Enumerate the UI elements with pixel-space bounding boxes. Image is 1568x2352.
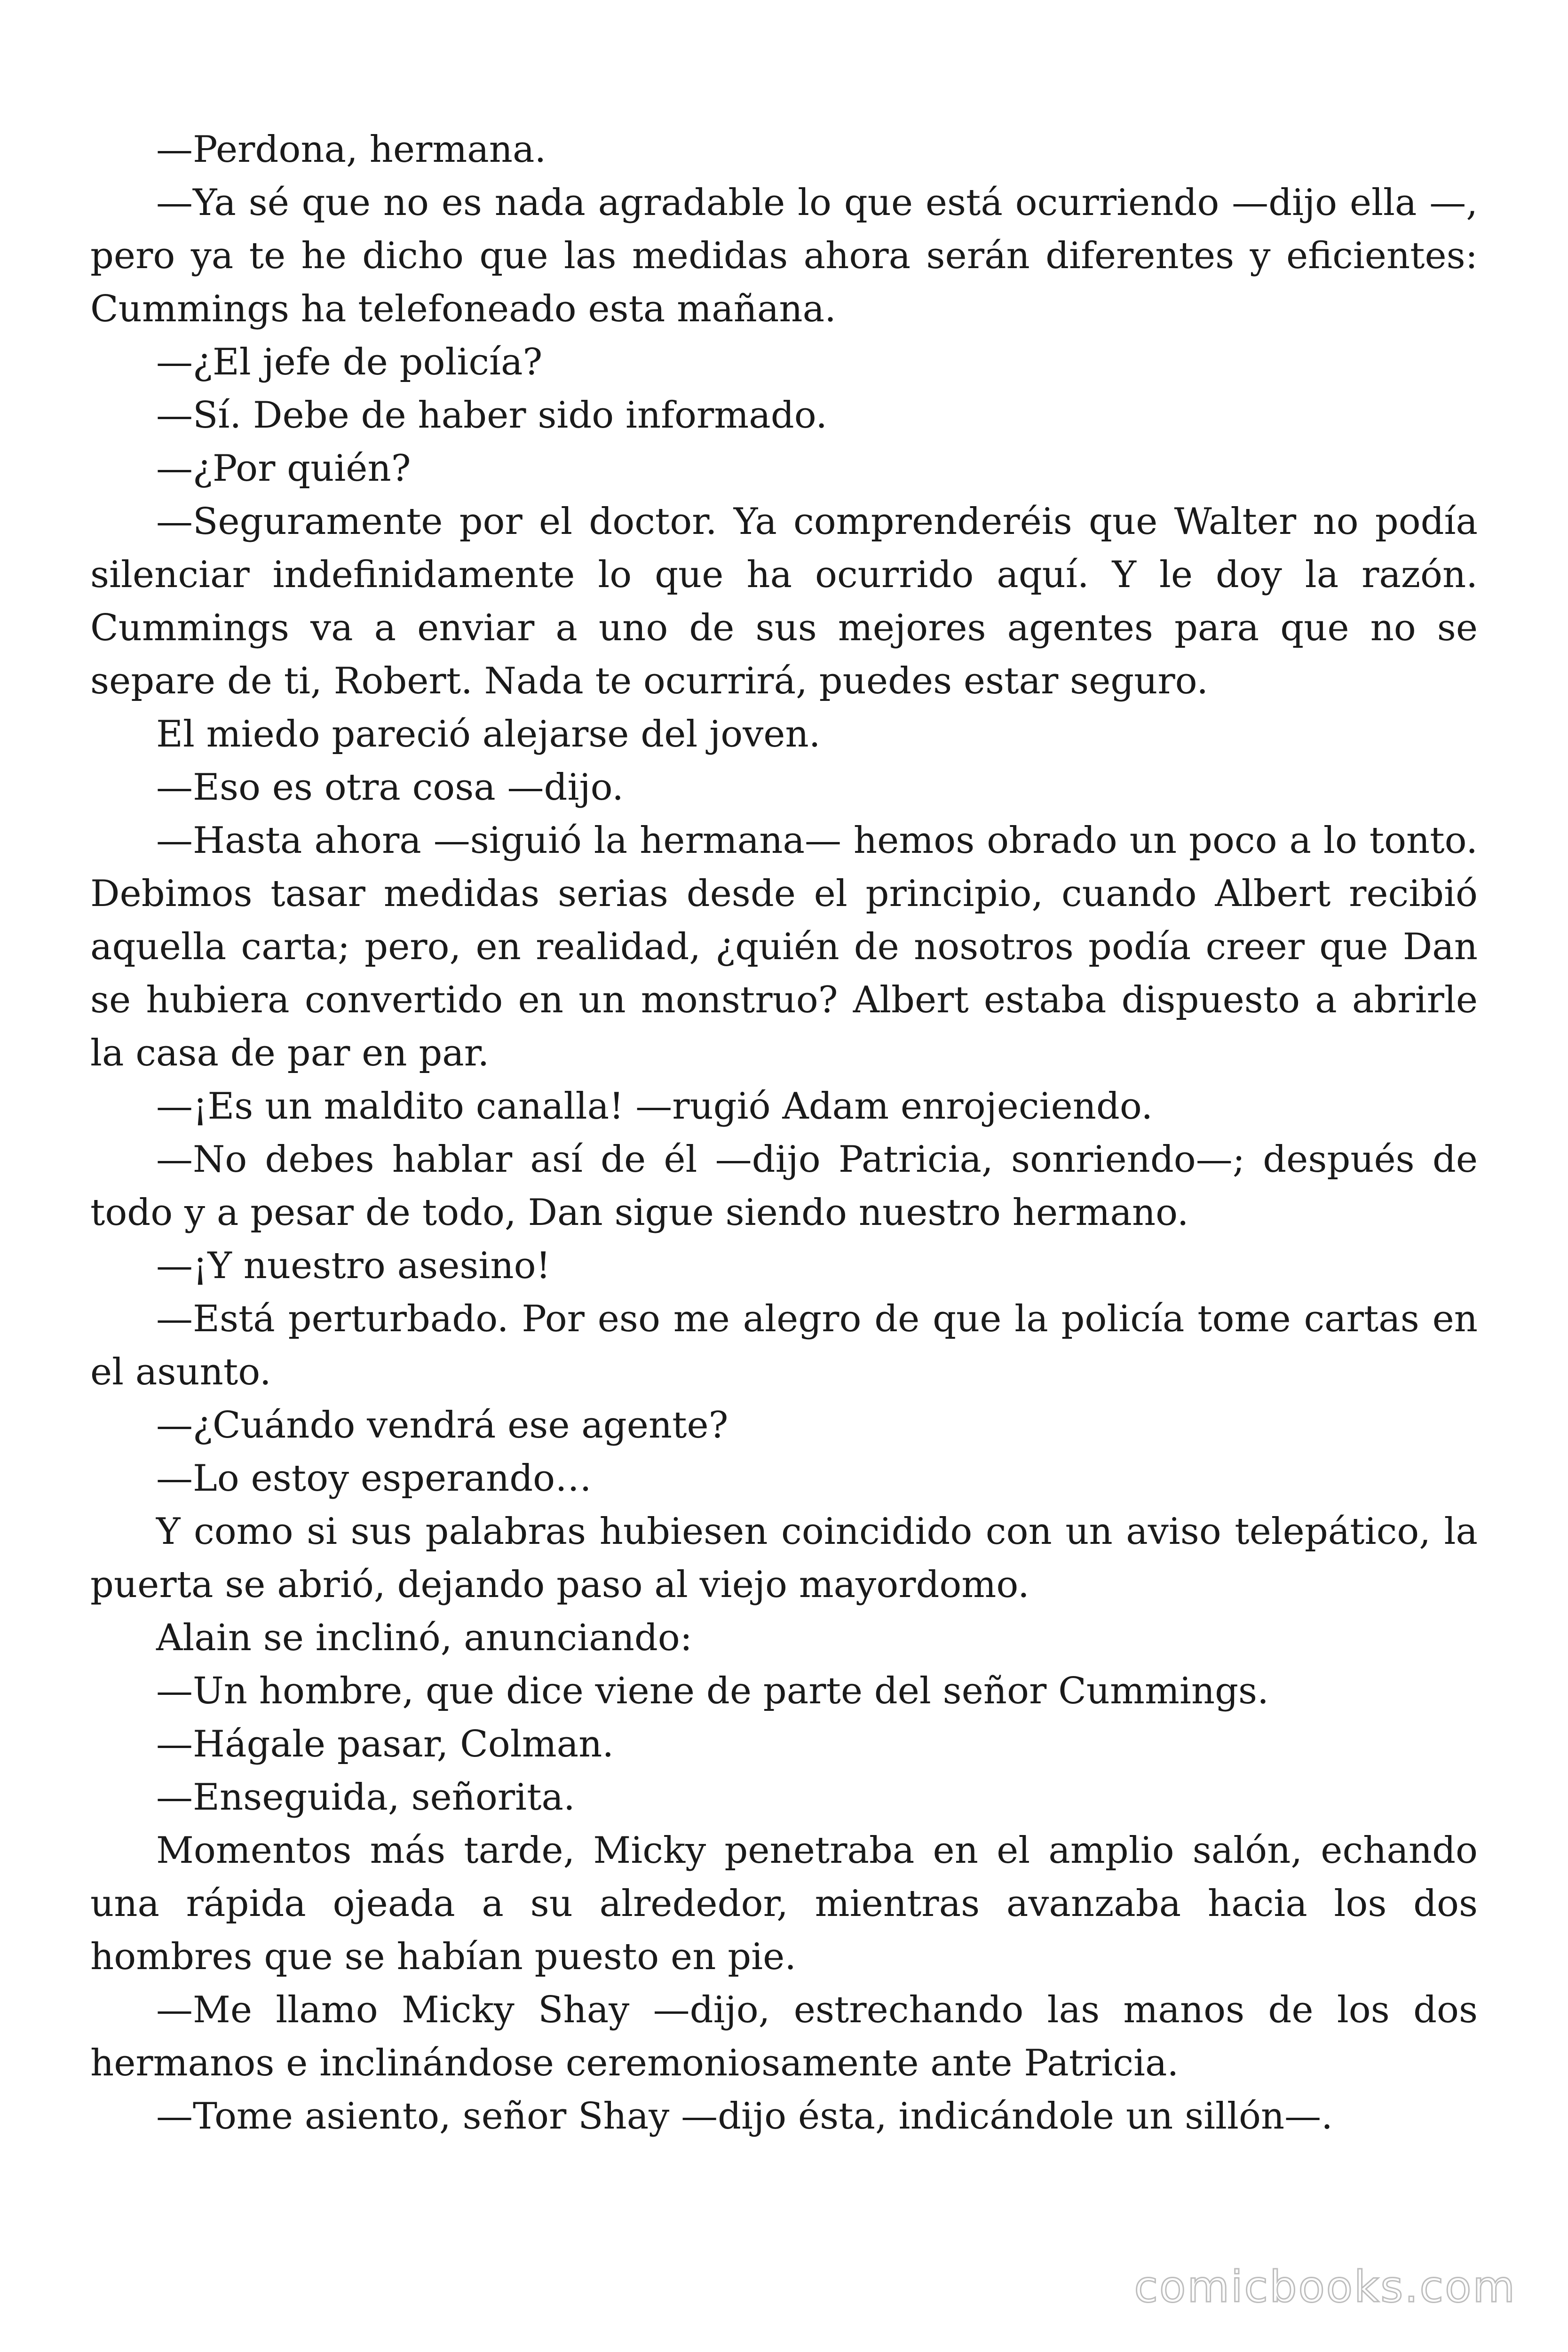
paragraph: —¿Cuándo vendrá ese agente?: [156, 1404, 729, 1446]
paragraph: —Sí. Debe de haber sido informado.: [156, 394, 828, 437]
paragraph: —Enseguida, señorita.: [156, 1776, 575, 1819]
paragraph: —Hasta ahora —siguió la hermana— hemos obrado un poco a lo tonto. Debimos tasar medidas serias desde el principio, cuando Albert recibió aquella carta; pero, en realidad, ¿quién de nosotros podía creer que Dan se hubiera convertido en un monstruo? Albert estaba dispuesto a abrirle la casa de par en par.: [90, 819, 1478, 1074]
paragraph: —Ya sé que no es nada agradable lo que está ocurriendo —dijo ella —, pero ya te he dicho que las medidas ahora serán diferentes y eficientes: Cummings ha telefoneado esta mañana.: [90, 182, 1478, 330]
paragraph: —¿El jefe de policía?: [156, 341, 543, 383]
paragraph: Momentos más tarde, Micky penetraba en el amplio salón, echando una rápida ojeada a su alrededor, mientras avanzaba hacia los dos hombres que se habían puesto en pie.: [90, 1829, 1478, 1978]
paragraph: —Hágale pasar, Colman.: [156, 1723, 614, 1765]
paragraph: Y como si sus palabras hubiesen coincidido con un aviso telepático, la puerta se abrió, dejando paso al viejo mayordomo.: [90, 1510, 1478, 1606]
paragraph: —¡Es un maldito canalla! —rugió Adam enrojeciendo.: [156, 1085, 1153, 1128]
paragraph: —Está perturbado. Por eso me alegro de que la policía tome cartas en el asunto.: [90, 1298, 1478, 1393]
paragraph: —Seguramente por el doctor. Ya comprenderéis que Walter no podía silenciar indefinidamente lo que ha ocurrido aquí. Y le doy la razón. Cummings va a enviar a uno de sus mejores agentes para que no se separe de ti, Robert. Nada te ocurrirá, puedes estar seguro.: [90, 501, 1478, 702]
paragraph: El miedo pareció alejarse del joven.: [156, 713, 821, 755]
watermark: comicbooks.com: [1134, 2262, 1516, 2312]
paragraph: —Tome asiento, señor Shay —dijo ésta, indicándole un sillón—.: [156, 2095, 1333, 2137]
paragraph: —No debes hablar así de él —dijo Patricia, sonriendo—; después de todo y a pesar de todo, Dan sigue siendo nuestro hermano.: [90, 1138, 1478, 1234]
body-text: [90, 123, 1478, 2143]
paragraph: —¡Y nuestro asesino!: [156, 1245, 551, 1287]
paragraph: —Un hombre, que dice viene de parte del señor Cummings.: [156, 1670, 1269, 1712]
paragraph: —Me llamo Micky Shay —dijo, estrechando las manos de los dos hermanos e inclinándose ceremoniosamente ante Patricia.: [90, 1989, 1478, 2084]
paragraph: Alain se inclinó, anunciando:: [156, 1617, 693, 1659]
paragraph: —Perdona, hermana.: [156, 128, 546, 171]
paragraph: —Lo estoy esperando…: [156, 1457, 592, 1500]
paragraph: —¿Por quién?: [156, 447, 411, 490]
paragraph: —Eso es otra cosa —dijo.: [156, 766, 624, 809]
